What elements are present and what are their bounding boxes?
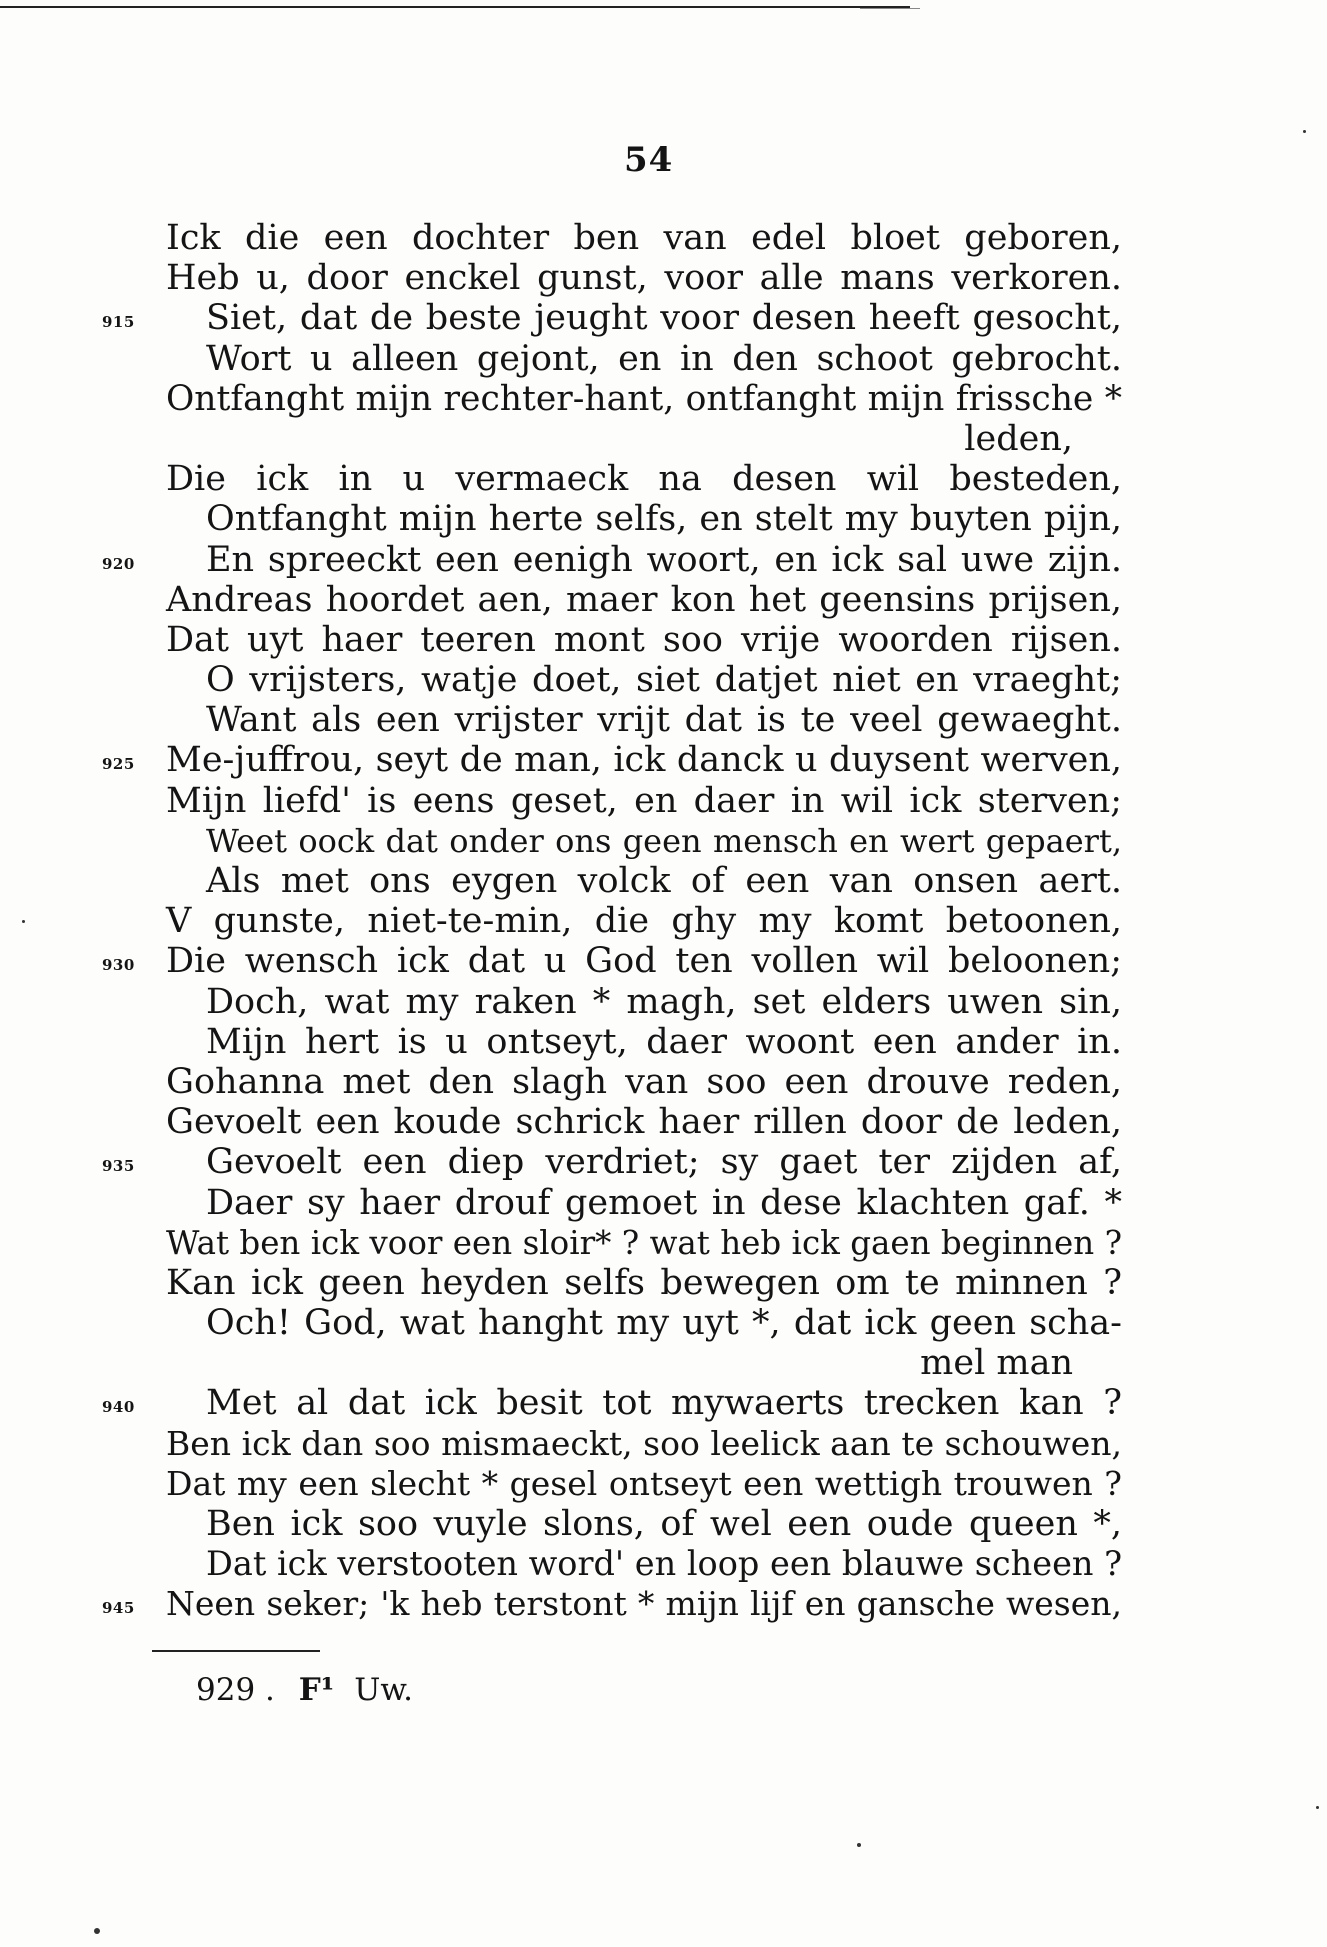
footnote bbox=[196, 1672, 413, 1708]
verse-text: Als met ons eygen volck of een van onsen aert. bbox=[206, 861, 1122, 901]
verse-line bbox=[0, 1544, 1327, 1584]
verse-text: Dat uyt haer teeren mont soo vrije woorden rijsen. bbox=[166, 619, 1122, 660]
verse-line bbox=[0, 419, 1327, 459]
footnote-rule bbox=[152, 1650, 320, 1652]
verse-text: Gevoelt een koude schrick haer rillen door de leden, bbox=[166, 1102, 1122, 1143]
footnote-marker: F¹ bbox=[298, 1672, 335, 1708]
scan-speck bbox=[1316, 1806, 1319, 1809]
footnote-separator: . bbox=[265, 1672, 275, 1708]
verse-text: Siet, dat de beste jeught voor desen heeft gesocht, bbox=[206, 298, 1122, 339]
line-number: 935 bbox=[102, 1157, 135, 1176]
verse-line bbox=[0, 1464, 1327, 1504]
verse-line bbox=[0, 499, 1327, 539]
verse-text: Ontfanght mijn herte selfs, en stelt my buyten pijn, bbox=[206, 499, 1122, 540]
verse-text: En spreeckt een eenigh woort, en ick sal uwe zijn. bbox=[206, 539, 1122, 580]
verse-line bbox=[0, 580, 1327, 620]
verse-text: Neen seker; 'k heb terstont * mijn lijf en gansche wesen, bbox=[166, 1584, 1122, 1624]
verse-text: Mijn liefd' is eens geset, en daer in wil ick sterven; bbox=[166, 780, 1122, 821]
verse-text: Och! God, wat hanght my uyt *, dat ick geen scha- bbox=[206, 1303, 1122, 1344]
verse-line bbox=[0, 1343, 1327, 1383]
scan-speck bbox=[1303, 130, 1306, 133]
line-number: 945 bbox=[102, 1599, 135, 1618]
verse-text: Ontfanght mijn rechter-hant, ontfanght mijn frissche * bbox=[166, 378, 1122, 419]
verse-text: Ben ick dan soo mismaeckt, soo leelick aan te schouwen, bbox=[166, 1423, 1122, 1463]
verse-text: Doch, wat my raken * magh, set elders uwen sin, bbox=[206, 981, 1122, 1022]
verse-line bbox=[0, 700, 1327, 740]
line-number: 915 bbox=[102, 313, 135, 332]
verse-line bbox=[0, 1263, 1327, 1303]
verse-text: Ick die een dochter ben van edel bloet geboren, bbox=[166, 218, 1122, 258]
verse-text: Gohanna met den slagh van soo een drouve reden, bbox=[166, 1061, 1122, 1102]
verse-line bbox=[0, 821, 1327, 861]
line-number: 930 bbox=[102, 956, 135, 975]
verse-text: Die wensch ick dat u God ten vollen wil beloonen; bbox=[166, 941, 1122, 982]
verse-text: Gevoelt een diep verdriet; sy gaet ter zijden af, bbox=[206, 1142, 1122, 1183]
verse-text: Met al dat ick besit tot mywaerts trecken kan ? bbox=[206, 1383, 1122, 1424]
verse-line bbox=[0, 1303, 1327, 1343]
verse-line bbox=[0, 339, 1327, 379]
verse-line bbox=[0, 941, 1327, 981]
verse-text: Die ick in u vermaeck na desen wil besteden, bbox=[166, 459, 1122, 500]
verse-text: Daer sy haer drouf gemoet in dese klachten gaf. * bbox=[206, 1182, 1122, 1223]
line-number: 925 bbox=[102, 755, 135, 774]
verse-line bbox=[0, 1062, 1327, 1102]
footnote-text: Uw. bbox=[354, 1672, 414, 1708]
verse-line bbox=[0, 1383, 1327, 1423]
verse-line bbox=[0, 861, 1327, 901]
verse-line bbox=[0, 1102, 1327, 1142]
top-rule bbox=[0, 6, 910, 8]
verse-line bbox=[0, 1504, 1327, 1544]
verse-text: Me-juffrou, seyt de man, ick danck u duysent werven, bbox=[166, 740, 1122, 781]
page-number: 54 bbox=[624, 140, 674, 180]
verse-line bbox=[0, 258, 1327, 298]
footnote-ref: 929 bbox=[196, 1672, 256, 1708]
scan-speck bbox=[22, 920, 25, 923]
verse-line bbox=[0, 901, 1327, 941]
verse-line bbox=[0, 1022, 1327, 1062]
verse-line bbox=[0, 781, 1327, 821]
verse-text: O vrijsters, watje doet, siet datjet niet en vraeght; bbox=[206, 660, 1122, 701]
verse-line bbox=[0, 1424, 1327, 1464]
line-number: 940 bbox=[102, 1398, 135, 1417]
verse-line bbox=[0, 1142, 1327, 1182]
verse-text: Ben ick soo vuyle slons, of wel een oude queen *, bbox=[206, 1504, 1122, 1544]
verse-text: Want als een vrijster vrijt dat is te veel gewaeght. bbox=[206, 700, 1122, 741]
verse-line bbox=[0, 620, 1327, 660]
scan-speck bbox=[94, 1928, 100, 1934]
verse-text: Dat my een slecht * gesel ontseyt een wettigh trouwen ? bbox=[166, 1463, 1122, 1503]
verse-text: V gunste, niet-te-min, die ghy my komt betoonen, bbox=[166, 901, 1122, 942]
verse-line bbox=[0, 982, 1327, 1022]
verse-line bbox=[0, 660, 1327, 700]
verse-text: Mijn hert is u ontseyt, daer woont een ander in. bbox=[206, 1021, 1122, 1062]
line-number: 920 bbox=[102, 554, 135, 573]
verse-line bbox=[0, 540, 1327, 580]
verse-text: leden, bbox=[964, 418, 1073, 459]
poem-body bbox=[0, 218, 1327, 1625]
verse-line bbox=[0, 740, 1327, 780]
verse-text: Dat ick verstooten word' en loop een blauwe scheen ? bbox=[206, 1544, 1123, 1584]
verse-text: Andreas hoordet aen, maer kon het geensins prijsen, bbox=[166, 579, 1122, 620]
verse-line bbox=[0, 1223, 1327, 1263]
verse-line bbox=[0, 1183, 1327, 1223]
verse-line bbox=[0, 379, 1327, 419]
verse-text: Wort u alleen gejont, en in den schoot gebrocht. bbox=[206, 338, 1122, 379]
scan-speck bbox=[857, 1843, 861, 1847]
verse-text: Heb u, door enckel gunst, voor alle mans verkoren. bbox=[166, 258, 1122, 299]
verse-text: Wat ben ick voor een sloir* ? wat heb ick gaen beginnen ? bbox=[166, 1223, 1122, 1262]
verse-text: Kan ick geen heyden selfs bewegen om te minnen ? bbox=[166, 1262, 1122, 1303]
verse-line bbox=[0, 298, 1327, 338]
verse-line bbox=[0, 459, 1327, 499]
verse-text: Weet oock dat onder ons geen mensch en wert gepaert, bbox=[206, 821, 1122, 860]
verse-line bbox=[0, 218, 1327, 258]
top-rule-fragment bbox=[860, 8, 920, 9]
verse-text: mel man bbox=[920, 1343, 1073, 1384]
verse-line bbox=[0, 1584, 1327, 1624]
